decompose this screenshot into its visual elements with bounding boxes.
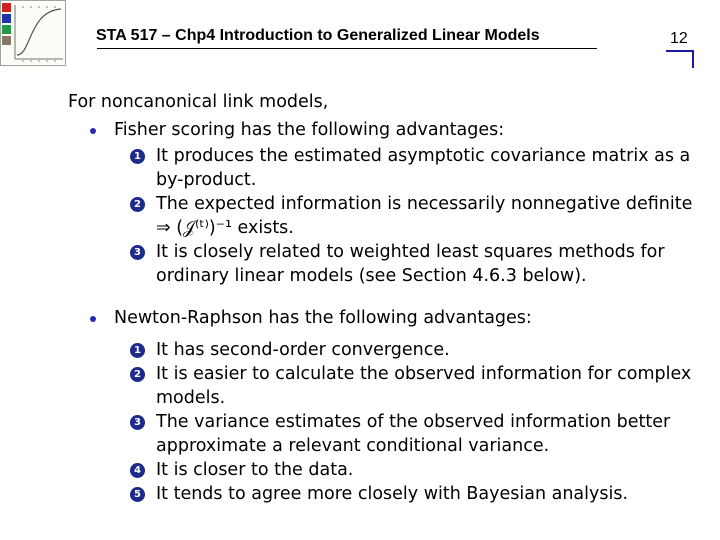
intro-text: For noncanonical link models, xyxy=(68,92,329,112)
item-line: approximate a relevant conditional variance. xyxy=(156,436,550,456)
section-newton-raphson xyxy=(68,306,708,506)
item-line: It tends to agree more closely with Bayesian analysis. xyxy=(156,484,629,504)
item-line-math: ⇒ (𝒥⁽ᵗ⁾)⁻¹ exists. xyxy=(156,218,294,238)
section-fisher-scoring xyxy=(68,118,708,288)
slide-title: STA 517 – Chp4 Introduction to Generalized Linear Models xyxy=(96,27,540,44)
bullet-icon xyxy=(90,316,96,322)
list-item xyxy=(134,338,708,362)
frame-corner-right xyxy=(692,50,694,68)
frame-corner-top xyxy=(666,50,692,52)
item-line: by-product. xyxy=(156,170,257,190)
list-item xyxy=(134,144,708,192)
advantages-list xyxy=(114,144,708,288)
list-item xyxy=(134,458,708,482)
number-badge: 3 xyxy=(130,415,145,430)
bullet-icon xyxy=(90,128,96,134)
number-badge: 5 xyxy=(130,487,145,502)
list-item xyxy=(134,410,708,458)
list-item xyxy=(134,192,708,240)
item-line: ordinary linear models (see Section 4.6.3 below). xyxy=(156,266,587,286)
number-badge: 1 xyxy=(130,149,145,164)
list-item xyxy=(134,240,708,288)
title-underline xyxy=(97,48,597,49)
advantages-list xyxy=(114,338,708,506)
item-line: models. xyxy=(156,388,226,408)
item-line: The variance estimates of the observed information better xyxy=(156,412,671,432)
item-line: It produces the estimated asymptotic covariance matrix as a xyxy=(156,146,691,166)
item-line: The expected information is necessarily nonnegative definite xyxy=(156,194,693,214)
number-badge: 4 xyxy=(130,463,145,478)
item-line: It is closer to the data. xyxy=(156,460,354,480)
item-line: It is easier to calculate the observed information for complex xyxy=(156,364,692,384)
slide-body xyxy=(68,90,708,506)
section-heading: Fisher scoring has the following advantages: xyxy=(114,120,505,140)
section-heading: Newton-Raphson has the following advantages: xyxy=(114,308,532,328)
number-badge: 1 xyxy=(130,343,145,358)
list-item xyxy=(134,362,708,410)
number-badge: 2 xyxy=(130,367,145,382)
page-number: 12 xyxy=(670,30,688,47)
item-line: It is closely related to weighted least squares methods for xyxy=(156,242,665,262)
list-item xyxy=(134,482,708,506)
number-badge: 3 xyxy=(130,245,145,260)
logo-chart xyxy=(0,0,66,66)
item-line: It has second-order convergence. xyxy=(156,340,450,360)
section-gap xyxy=(68,288,708,302)
number-badge: 2 xyxy=(130,197,145,212)
